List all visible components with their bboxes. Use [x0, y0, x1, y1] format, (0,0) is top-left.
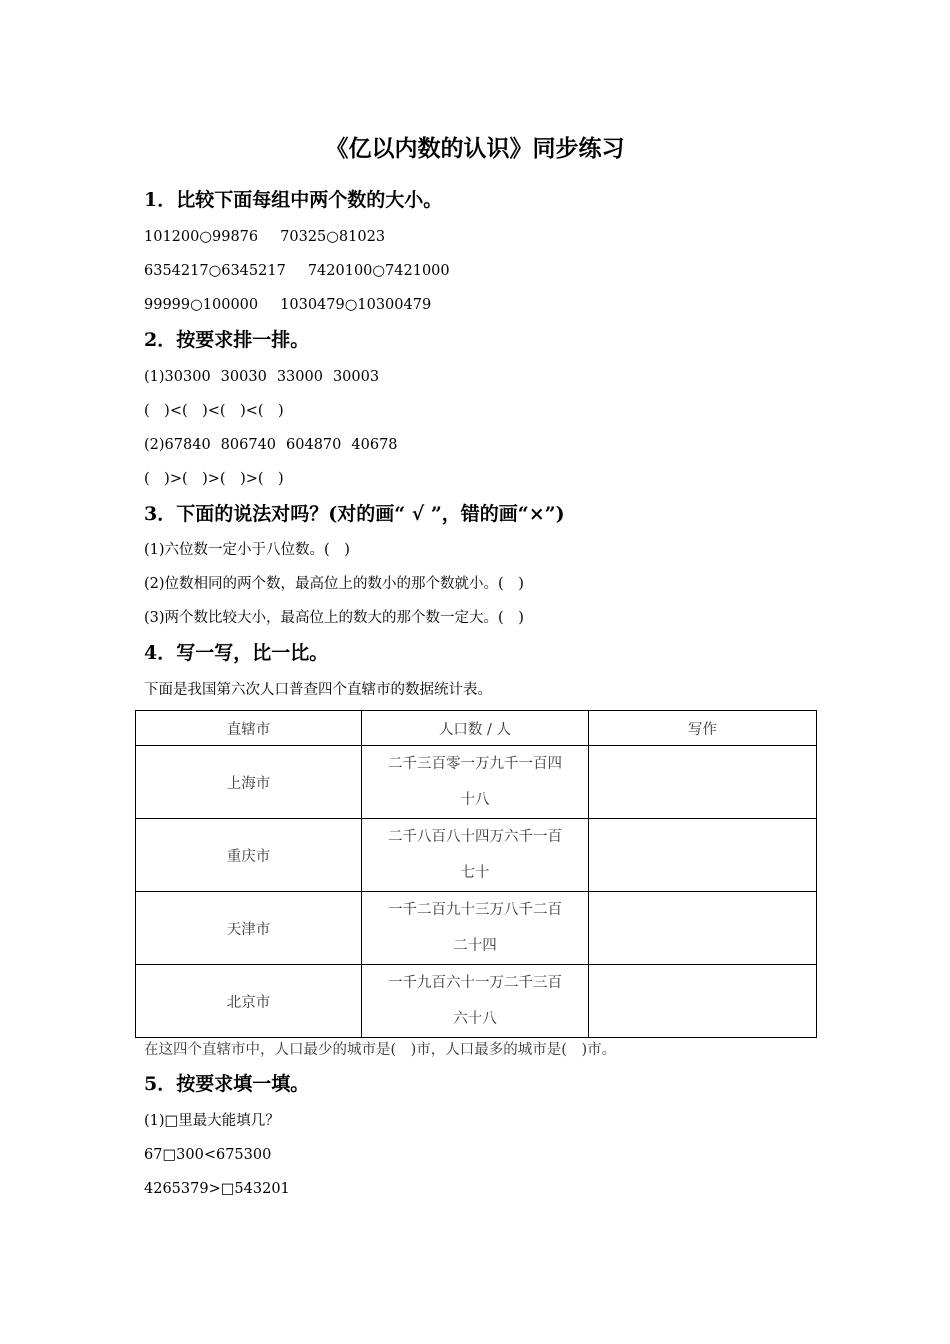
population-cell	[362, 746, 589, 819]
q1-row	[144, 294, 431, 316]
q2-heading: 2．按要求排一排。	[144, 329, 310, 351]
q2-part1-numbers	[144, 366, 379, 388]
q2-part2-numbers	[144, 434, 398, 456]
q3-item: (3)两个数比较大小，最高位上的数大的那个数一定大。( )	[144, 610, 524, 626]
city-cell: 北京市	[136, 965, 362, 1038]
write-cell[interactable]	[589, 819, 817, 892]
q1-item: 1030479○10300479	[280, 297, 432, 313]
q5-line: 67□300<675300	[144, 1147, 272, 1163]
q5-line: 4265379>□543201	[144, 1181, 290, 1197]
q2-number: 806740	[220, 437, 277, 453]
population-line: 一千二百九十三万八千二百	[388, 902, 562, 918]
population-line: 一千九百六十一万二千三百	[388, 975, 562, 991]
q2-number: 33000	[276, 369, 323, 385]
table-header-cell: 人口数 / 人	[362, 711, 589, 746]
q1-item: 6354217○6345217	[144, 263, 286, 279]
population-line: 二千三百零一万九千一百四	[388, 756, 562, 772]
q2-number: 30003	[332, 369, 380, 385]
page-title: 《亿以内数的认识》同步练习	[325, 135, 625, 162]
population-line: 七十	[460, 865, 490, 881]
q1-item: 99999○100000	[144, 297, 259, 313]
q4-heading: 4．写一写，比一比。	[144, 642, 329, 664]
q3-item: (1)六位数一定小于八位数。( )	[144, 542, 350, 558]
q4-intro: 下面是我国第六次人口普查四个直辖市的数据统计表。	[144, 682, 492, 698]
population-table	[135, 710, 817, 1038]
write-cell[interactable]	[589, 892, 817, 965]
population-cell	[362, 819, 589, 892]
table-row	[136, 965, 817, 1038]
q1-item: 101200○99876	[144, 229, 259, 245]
table-header-cell: 直辖市	[136, 711, 362, 746]
q1-heading: 1．比较下面每组中两个数的大小。	[144, 189, 443, 211]
table-row	[136, 892, 817, 965]
table-header-row	[136, 711, 817, 746]
q3-item: (2)位数相同的两个数，最高位上的数小的那个数就小。( )	[144, 576, 524, 592]
population-line: 二十四	[453, 938, 497, 954]
population-cell	[362, 965, 589, 1038]
q2-number: 40678	[351, 437, 398, 453]
table-header-cell: 写作	[589, 711, 817, 746]
table-row	[136, 819, 817, 892]
q4-footer: 在这四个直辖市中，人口最少的城市是( )市，人口最多的城市是( )市。	[144, 1042, 617, 1058]
q2-part1-blank: ( )<( )<( )<( )	[144, 403, 284, 419]
population-line: 十八	[460, 792, 490, 808]
q2-number: (2)67840	[144, 437, 211, 453]
city-cell: 重庆市	[136, 819, 362, 892]
q5-heading: 5．按要求填一填。	[144, 1073, 310, 1095]
q1-row	[144, 226, 385, 248]
write-cell[interactable]	[589, 965, 817, 1038]
q2-number: (1)30300	[144, 369, 211, 385]
q2-number: 604870	[286, 437, 342, 453]
q3-heading: 3．下面的说法对吗？(对的画“ √ ”，错的画“×”)	[144, 503, 565, 525]
q1-item: 70325○81023	[280, 229, 386, 245]
population-cell	[362, 892, 589, 965]
population-line: 六十八	[453, 1011, 497, 1027]
q2-number: 30030	[220, 369, 267, 385]
q1-row	[144, 260, 450, 282]
city-cell: 天津市	[136, 892, 362, 965]
q1-item: 7420100○7421000	[307, 263, 450, 279]
q5-line: (1)□里最大能填几？	[144, 1113, 280, 1129]
table-row	[136, 746, 817, 819]
q2-part2-blank: ( )>( )>( )>( )	[144, 471, 284, 487]
city-cell: 上海市	[136, 746, 362, 819]
write-cell[interactable]	[589, 746, 817, 819]
population-line: 二千八百八十四万六千一百	[388, 829, 562, 845]
